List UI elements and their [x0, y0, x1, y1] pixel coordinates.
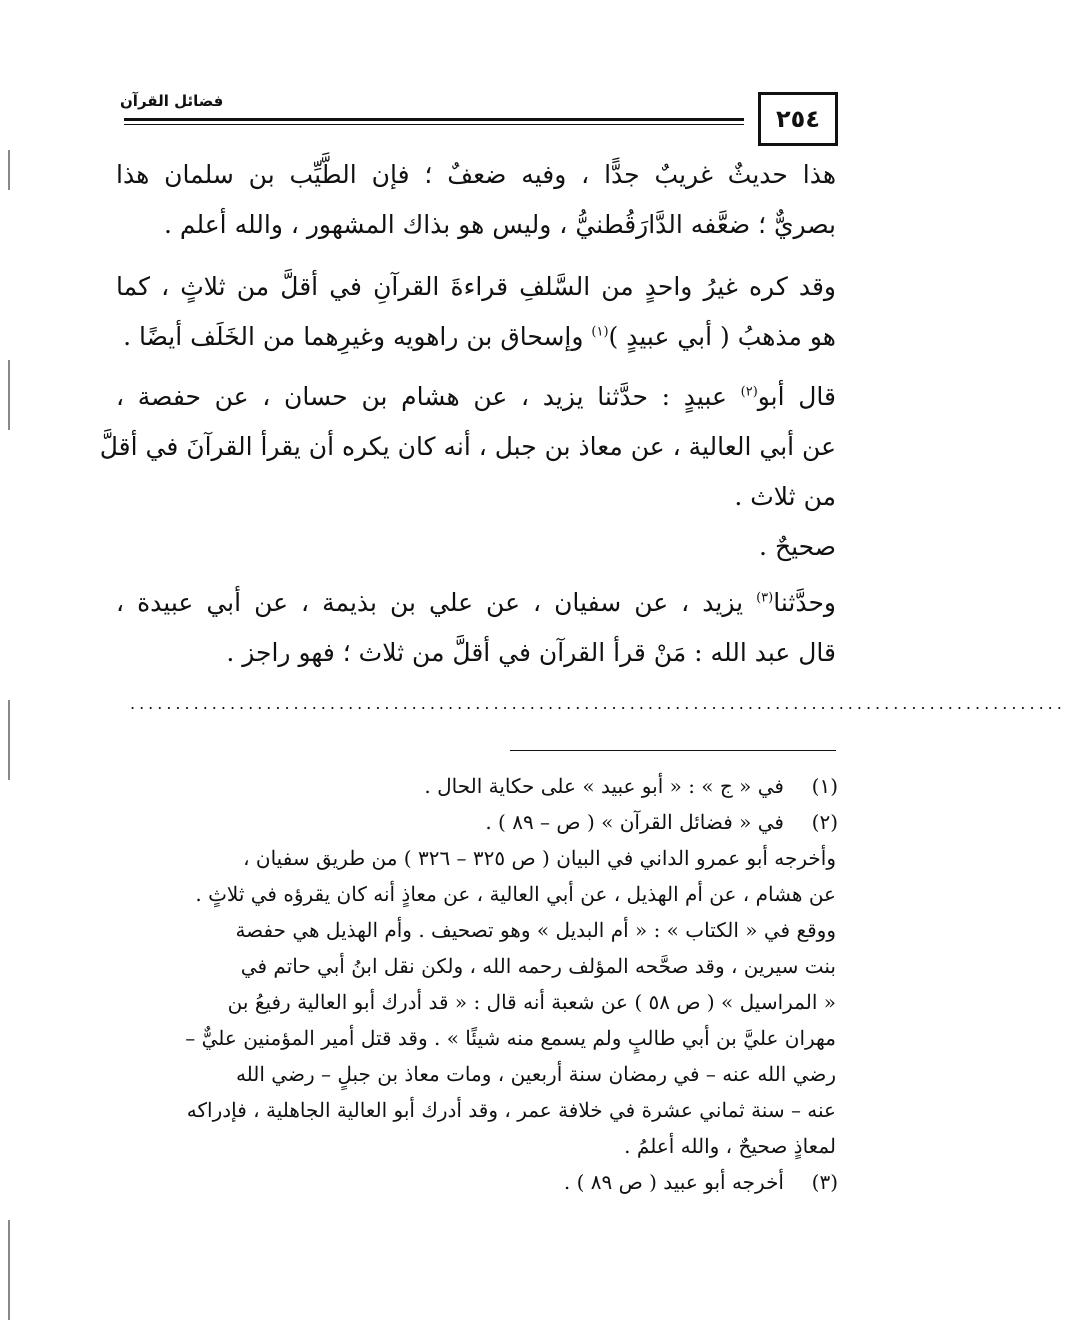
text-line: من ثلاث . — [734, 482, 836, 511]
footnote-text: في « فضائل القرآن » ( ص – ٨٩ ) . — [485, 810, 784, 834]
text-segment: هو مذهبُ ( أبي عبيدٍ ) — [608, 322, 836, 351]
footnote-line: رضي الله عنه – في رمضان سنة أربعين ، ومات معاذ بن جبلٍ – رضي الله — [235, 1062, 836, 1086]
footnote-2-body — [116, 840, 836, 1164]
footnote-3 — [116, 1164, 836, 1200]
text-segment: وحدَّثنا — [773, 588, 836, 617]
footnote-text: أخرجه أبو عبيد ( ص ٨٩ ) . — [563, 1170, 784, 1194]
section-dotted-separator: ....................................................................................................... — [130, 694, 1066, 713]
header-rule-thin — [124, 124, 744, 125]
footnote-line: لمعاذٍ صحيحٌ ، والله أعلمُ . — [624, 1134, 836, 1158]
text-line — [116, 372, 836, 422]
paragraph-4 — [116, 522, 836, 572]
text-segment: عبيدٍ : حدَّثنا يزيد ، عن هشام بن حسان ، عن حفصة ، — [116, 382, 741, 411]
footnote-line: ووقع في « الكتاب » : « أم البديل » وهو تصحيف . وأم الهذيل هي حفصة — [235, 918, 836, 942]
footnote-1 — [116, 768, 836, 804]
footnote-line: عن هشام ، عن أم الهذيل ، عن أبي العالية ، عن معاذٍ أنه كان يقرؤه في ثلاثٍ . — [195, 882, 836, 906]
footnote-number: (١) — [811, 774, 838, 798]
scan-edge-mark — [8, 150, 10, 190]
footnote-ref-2: (٢) — [740, 384, 758, 400]
footnotes — [116, 768, 836, 1200]
paragraph-1 — [116, 150, 836, 250]
paragraph-5 — [116, 578, 836, 678]
page-number-box — [758, 92, 838, 146]
text-line: صحيحٌ . — [759, 532, 836, 561]
footnote-line: بنت سيرين ، وقد صحَّحه المؤلف رحمه الله ، ولكن نقل ابنُ أبي حاتم في — [240, 954, 836, 978]
footnote-ref-3: (٣) — [756, 590, 774, 606]
text-line: هذا حديثٌ غريبٌ جدًّا ، وفيه ضعفٌ ؛ فإن الطَّيِّب بن سلمان هذا — [116, 160, 836, 189]
scan-edge-mark — [8, 360, 10, 430]
page-number: ٢٥٤ — [776, 105, 820, 133]
text-line: قال عبد الله : مَنْ قرأ القرآن في أقلَّ من ثلاث ؛ فهو راجز . — [226, 638, 836, 667]
header-rule — [124, 118, 744, 121]
running-header-title: فضائل القرآن — [120, 92, 224, 110]
footnote-2 — [116, 804, 836, 840]
footnote-number: (٢) — [811, 810, 838, 834]
text-line: بصريٌّ ؛ ضعَّفه الدَّارَقُطنيُّ ، وليس هو بذاك المشهور ، والله أعلم . — [163, 210, 836, 239]
text-segment: وإسحاق بن راهويه وغيرِهما من الخَلَف أيضًا . — [123, 322, 592, 351]
paragraph-2 — [116, 262, 836, 362]
footnote-separator-rule — [510, 750, 836, 751]
footnote-line: عنه – سنة ثماني عشرة في خلافة عمر ، وقد أدرك أبو العالية الجاهلية ، فإدراكه — [186, 1098, 836, 1122]
text-segment: قال أبو — [757, 382, 837, 411]
footnote-line: وأخرجه أبو عمرو الداني في البيان ( ص ٣٢٥ – ٣٢٦ ) من طريق سفيان ، — [243, 846, 836, 870]
text-line: وقد كره غيرُ واحدٍ من السَّلفِ قراءةَ القرآنِ في أقلَّ من ثلاثٍ ، كما — [116, 272, 836, 301]
text-line — [116, 312, 836, 362]
paragraph-3 — [99, 372, 837, 522]
text-line — [116, 578, 836, 628]
text-segment: يزيد ، عن سفيان ، عن علي بن بذيمة ، عن أبي عبيدة ، — [116, 588, 757, 617]
footnote-number: (٣) — [811, 1170, 838, 1194]
scan-edge-mark — [8, 1220, 10, 1320]
footnote-line: « المراسيل » ( ص ٥٨ ) عن شعبة أنه قال : « قد أدرك أبو العالية رفيعُ بن — [227, 990, 836, 1014]
scan-edge-mark — [8, 700, 10, 780]
footnote-line: مهران عليَّ بن أبي طالبٍ ولم يسمع منه شيئًا » . وقد قتل أمير المؤمنين عليٌّ – — [185, 1026, 836, 1050]
footnote-ref-1: (١) — [591, 324, 609, 340]
text-line: عن أبي العالية ، عن معاذ بن جبل ، أنه كان يكره أن يقرأ القرآنَ في أقلَّ — [99, 432, 836, 461]
footnote-text: في « ج » : « أبو عبيد » على حكاية الحال . — [424, 774, 784, 798]
